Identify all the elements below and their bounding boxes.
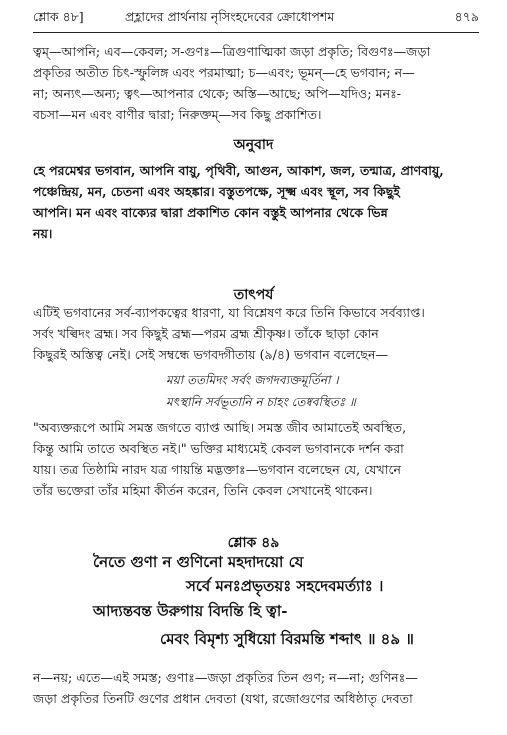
header-page-number: ৪৭৯ (454, 9, 479, 24)
header-title: প্রহ্লাদের প্রার্থনায় নৃসিংহদেবের ক্রোধোপশম (125, 9, 335, 24)
purport-paragraph-1 (33, 302, 479, 365)
translation-line: পঞ্চেন্দ্রিয়, মন, চেতনা এবং অহঙ্কার। বস্তুতপক্ষে, সূক্ষ্ম এবং স্থূল, সব কিছুই (33, 184, 400, 199)
purport-line: কিন্তু আমি তাতে অবস্থিত নই।" ভক্তির মাধ্যমেই কেবল ভগবানকে দর্শন করা (33, 441, 404, 456)
purport-line: তাঁর ভক্তেরা তাঁর মহিমা কীর্তন করেন, তিনি কেবল সেখানেই থাকেন। (33, 483, 373, 498)
purport-line: কিছুরই অস্তিত্ব নেই। সেই সম্বন্ধে ভগবদ্গীতায় (৯/৪) ভগবান বলেছেন— (33, 347, 389, 362)
translation-block (33, 160, 479, 244)
shloka-heading: শ্লোক ৪৯ (227, 535, 280, 551)
shloka-line-4: মেবং বিমৃশ্য সুধিয়ো বিরমন্তি শব্দাৎ ॥ ৪৯ ॥ (160, 630, 414, 648)
page-header (33, 6, 479, 33)
gita-verse-line: মৎস্থানি সর্বভূতানি ন চাহং তেষ্ববস্থিতঃ ॥ (166, 395, 356, 409)
purport-paragraph-2 (33, 417, 479, 501)
purport-line: যায়। তত্র তিষ্ঠামি নারদ যত্র গায়ন্তি মদ্ভক্তাঃ—ভগবান বলেছেন যে, যেখানে (33, 462, 402, 477)
translation-line: নয়। (33, 226, 53, 241)
shloka-line-2: সর্বে মনঃপ্রভৃতয়ঃ সহদেবমর্ত্যাঃ । (186, 577, 384, 595)
gita-verse-line: ময়া ততমিদং সর্বং জগদব্যক্তমূর্তিনা । (166, 373, 339, 387)
synonyms-line: জড়া প্রকৃতির তিনটি গুণের প্রধান দেবতা (যথা, রজোগুণের অধিষ্ঠাতৃ দেবতা (33, 691, 413, 706)
shloka-line-1: নৈতে গুণা ন গুণিনো মহদাদয়ো যে (93, 553, 304, 571)
synonyms-line: না; অন্যৎ—অন্য; ত্বৎ—আপনার থেকে; অস্তি—আছে; অপি—যদিও; মনঃ- (33, 86, 402, 101)
purport-line: সর্বং খল্বিদং ব্রহ্ম। সব কিছুই ব্রহ্ম—পরম ব্রহ্ম শ্রীকৃষ্ণ। তাঁকে ছাড়া কোন (33, 326, 379, 341)
shloka-line-3: আদ্যন্তবন্ত উরুগায় বিদন্তি হি ত্বা- (93, 602, 288, 620)
synonyms-line: ন—নয়; এতে—এই সমস্ত; গুণাঃ—জড়া প্রকৃতির তিন গুণ; ন—না; গুণিনঃ— (33, 670, 418, 685)
synonyms-line: ত্বম্—আপনি; এব—কেবল; স-গুণঃ—ত্রিগুণাত্মিকা জড়া প্রকৃতি; বিগুণঃ—জড়া (33, 44, 431, 59)
translation-heading: অনুবাদ (233, 137, 274, 153)
gita-verse (166, 369, 356, 413)
synonyms-line: বচসা—মন এবং বাণীর দ্বারা; নিরুক্তম্—সব কিছু প্রকাশিত। (33, 107, 322, 122)
translation-line: হে পরমেশ্বর ভগবান, আপনি বায়ু, পৃথিবী, আগুন, আকাশ, জল, তন্মাত্র, প্রাণবায়ু, (33, 163, 444, 178)
synonyms-bottom-block (33, 667, 479, 709)
synonyms-line: প্রকৃতির অতীত চিৎ-স্ফুলিঙ্গ এবং পরমাত্মা; চ—এবং; ভূমন্—হে ভগবান; ন— (33, 65, 415, 80)
purport-heading: তাৎপর্য (233, 287, 274, 303)
purport-line: "অব্যক্তরূপে আমি সমস্ত জগতে ব্যাপ্ত আছি। সমস্ত জীব আমাতেই অবস্থিত, (33, 420, 407, 435)
translation-line: আপনি। মন এবং বাক্যের দ্বারা প্রকাশিত কোন বস্তুই আপনার থেকে ভিন্ন (33, 205, 388, 220)
purport-line: এটিই ভগবানের সর্ব-ব্যাপকত্বের ধারণা, যা বিশ্লেষণ করে তিনি কিভাবে সর্বব্যাপ্ত। (33, 305, 425, 320)
header-verse-ref: শ্লোক ৪৮] (33, 9, 84, 24)
synonyms-block (33, 41, 479, 125)
